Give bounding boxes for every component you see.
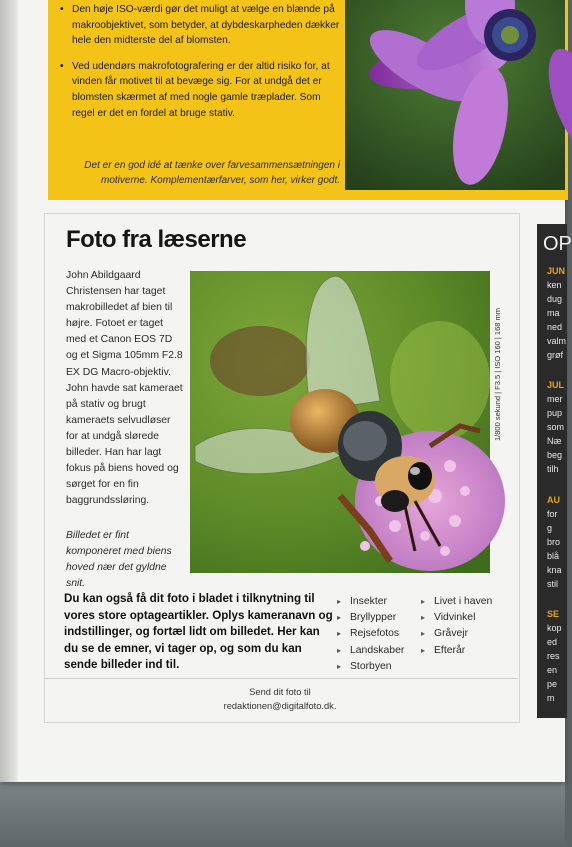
flower-photo [345,0,565,190]
topic-item: ▸ Gråvejr [421,626,492,642]
sidebar-line: dug [547,294,563,304]
sidebar-line: m [547,693,555,703]
sidebar-line: grøf [547,350,564,360]
sidebar-line: ma [547,308,560,318]
sidebar-line: for [547,509,558,519]
flower-caption: Det er en god idé at tænke over farvesammensætningen i motiverne. Komplementærfarver, som her, virker godt. [84,160,340,186]
tips-bullets [60,0,340,131]
sidebar-block-head: JUL [547,380,565,390]
page-edge-shadow [0,0,18,782]
topic-item: ▸ Efterår [421,643,492,659]
article-note: Billedet er fint komponeret med biens hoved nær det gyldne snit. [66,530,172,589]
sidebar-block-head: AU [547,495,560,505]
article-title: Foto fra læserne [66,226,247,253]
sidebar-line: ed [547,637,558,647]
sidebar-line: pup [547,408,563,418]
sidebar-line: blå [547,551,560,561]
sidebar-line: stil [547,579,558,589]
sidebar-block [547,493,562,591]
sidebar-line: Næ [547,436,562,446]
sidebar-block [547,607,562,705]
sidebar-line: mer [547,394,563,404]
sidebar-line: kna [547,565,562,575]
sidebar-line: som [547,422,565,432]
sidebar-line: res [547,651,560,661]
topic-item: ▸ Bryllypper [337,610,404,626]
exif-info: 1/800 sekund | F3.5 | ISO 160 | 168 mm [493,307,502,441]
sidebar-line: pe [547,679,558,689]
divider [44,678,518,679]
sidebar-line: ken [547,280,562,290]
send-label: Send dit foto til [249,687,311,697]
sidebar-line: kop [547,623,562,633]
sidebar-block-head: SE [547,609,560,619]
sidebar-line: tilh [547,464,559,474]
tip-bullet-2: • Ved udendørs makrofotografering er der altid risiko for, at vinden får motivet til at bevæge sig. For at undgå det er blomsten skærmet af med nogle gamle træplader. Som regel er det en fordel at bruge stativ. [60,59,340,121]
sidebar-line: en [547,665,558,675]
send-info [170,685,390,713]
sidebar-line: ned [547,322,563,332]
topic-item: ▸ Storbyen [337,659,404,675]
tip-bullet-1: • Den høje ISO-værdi gør det muligt at vælge en blænde på makroobjektivet, som betyder, at dybdeskarpheden dækker hele den midterste del af blomsten. [60,2,340,49]
sidebar-block [547,264,566,362]
article-intro: John Abildgaard Christensen har taget makrobilledet af bien til højre. Fotoet er taget med et Canon EOS 7D og et Sigma 105mm F2.8 EX DG Macro-objektiv. John havde sat kameraet på stativ og brugt kameraets selvudløser for at undgå slørede billeder. Han har lagt fokus på biens hoved og sørget for en fin baggrundssløring. [66,270,183,507]
submission-call: Du kan også få dit foto i bladet i tilknytning til vores store optageartikler. Oplys kameranavn og indstillinger, og fortæl lidt om billedet. Her kan du se de emner, vi tager op, og som du kan sende billeder ind til. [64,592,333,672]
sidebar-line: beg [547,450,563,460]
bee-photo [190,271,490,573]
topic-item: ▸ Insekter [337,594,404,610]
topic-item: ▸ Rejsefotos [337,626,404,642]
sidebar-line: bro [547,537,561,547]
sidebar-block-head: JUN [547,266,566,276]
topic-item: ▸ Landskaber [337,643,404,659]
topic-item: ▸ Livet i haven [421,594,492,610]
send-email: redaktionen@digitalfoto.dk. [223,701,337,711]
sidebar-line: g [547,523,553,533]
topic-item: ▸ Vidvinkel [421,610,492,626]
topic-list-1 [337,594,404,675]
sidebar-line: valm [547,336,567,346]
topic-list-2 [421,594,492,659]
sidebar-block [547,378,564,476]
sidebar-title: OP [543,233,572,255]
